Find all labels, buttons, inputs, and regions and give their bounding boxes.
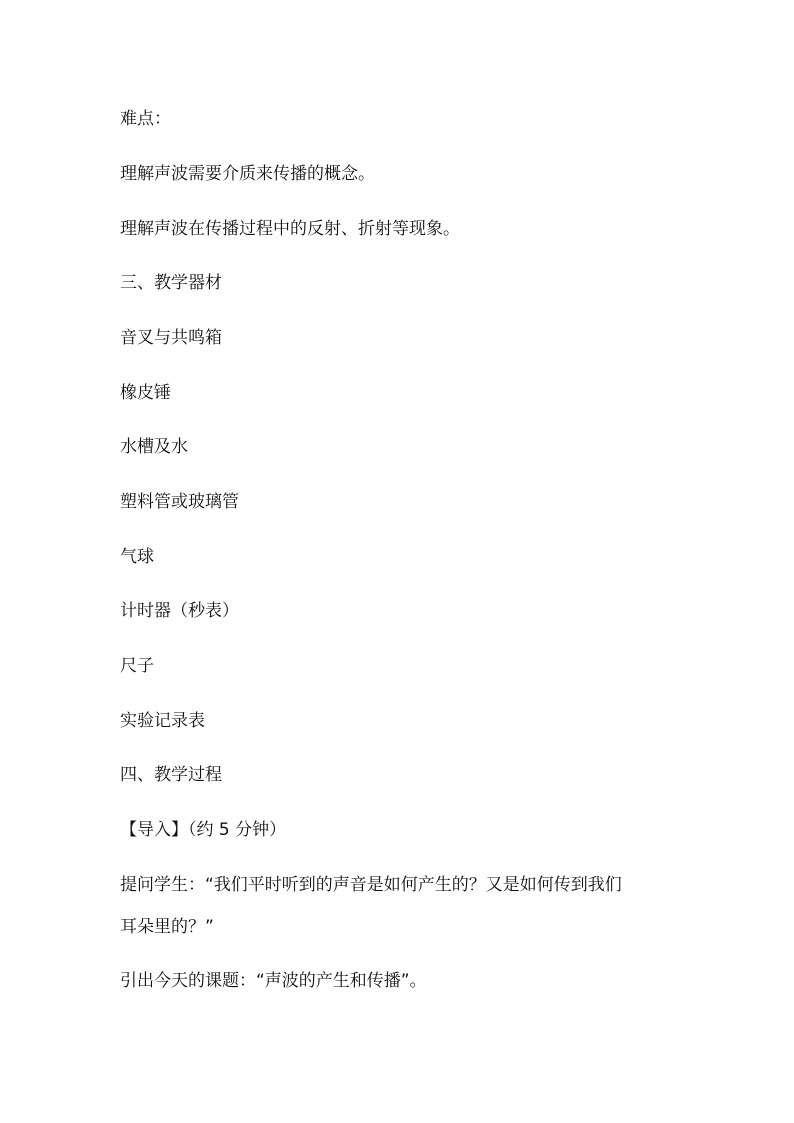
section-heading-equipment: 三、教学器材 (120, 273, 222, 293)
difficulty-heading: 难点： (120, 109, 171, 129)
question-line-2: 耳朵里的？” (120, 917, 214, 937)
equipment-item-5: 气球 (120, 547, 154, 567)
section-heading-process: 四、教学过程 (120, 765, 222, 785)
difficulty-item-2: 理解声波在传播过程中的反射、折射等现象。 (120, 219, 460, 239)
equipment-item-1: 音叉与共鸣箱 (120, 328, 222, 348)
equipment-item-8: 实验记录表 (120, 711, 205, 731)
equipment-item-4: 塑料管或玻璃管 (120, 492, 239, 512)
difficulty-item-1: 理解声波需要介质来传播的概念。 (120, 164, 375, 184)
equipment-item-2: 橡皮锤 (120, 383, 171, 403)
topic-introduction: 引出今天的课题：“声波的产生和传播”。 (120, 971, 427, 991)
question-line-1: 提问学生：“我们平时听到的声音是如何产生的？又是如何传到我们 (120, 875, 622, 895)
equipment-item-3: 水槽及水 (120, 437, 188, 457)
intro-heading: 【导入】（约 5 分钟） (120, 820, 287, 840)
equipment-item-6: 计时器（秒表） (120, 601, 239, 621)
equipment-item-7: 尺子 (120, 656, 154, 676)
